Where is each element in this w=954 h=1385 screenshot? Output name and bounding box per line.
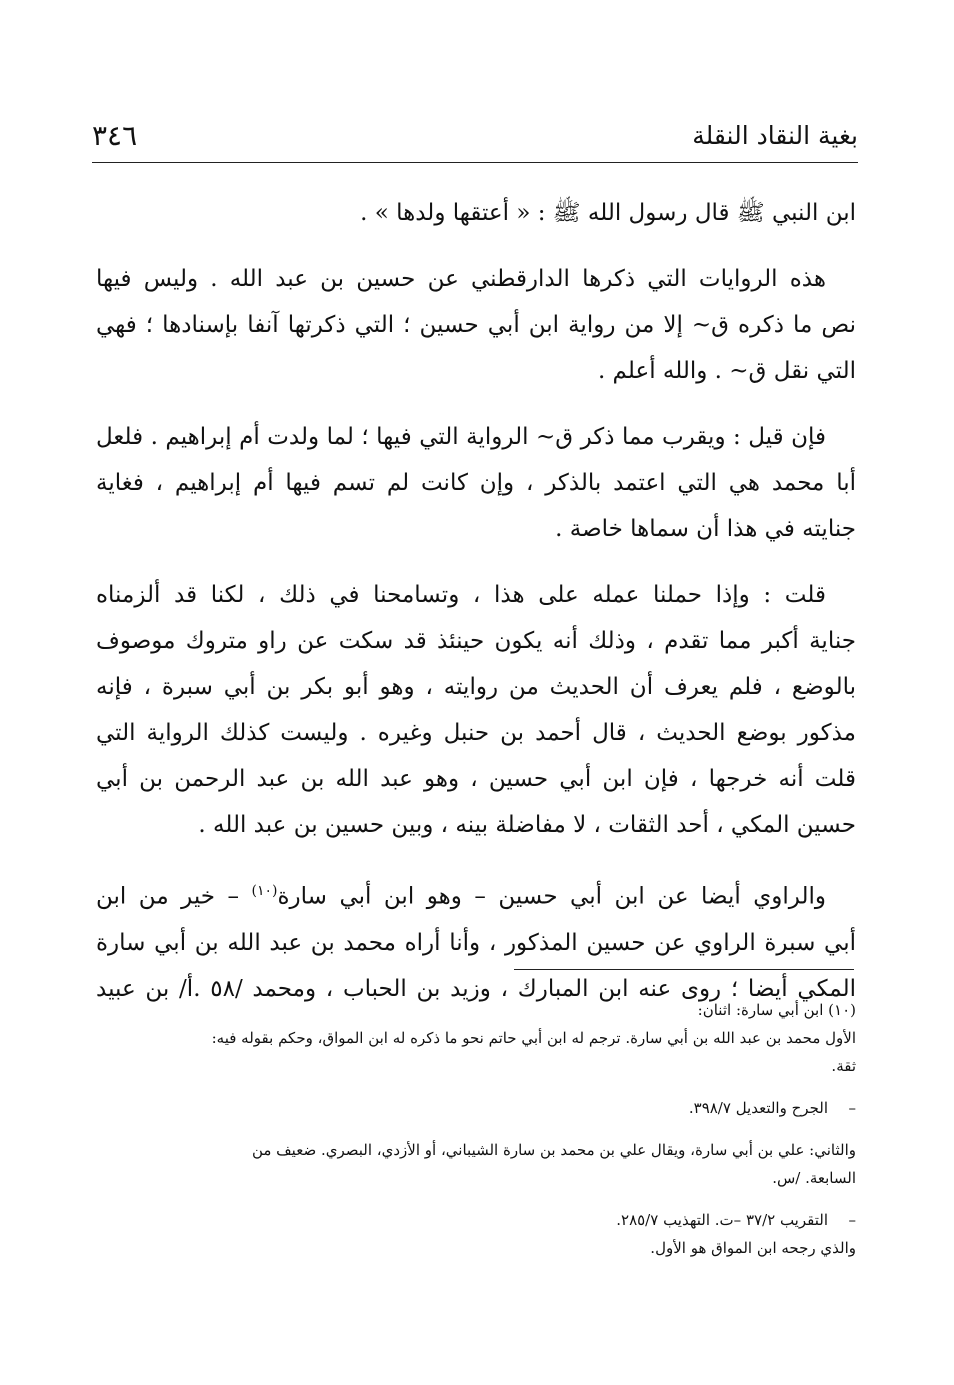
footnote-line: [96, 1094, 856, 1122]
text-line: المكي أيضا ؛ روى عنه ابن المبارك ، وزيد بن الحباب ، ومحمد /٥٨ .أ/ بن عبيد: [96, 975, 856, 1002]
text-line: [96, 868, 856, 920]
footnote-text: التقريب ٣٧/٢ –ت. التهذيب ٢٨٥/٧.: [616, 1211, 828, 1229]
paragraph: [96, 190, 856, 236]
footnotes: [96, 996, 856, 1262]
text-line: التي نقل ق~ . والله أعلم .: [597, 358, 856, 384]
text-line: قلت أنه خرجها ، فإن ابن أبي حسين ، وهو عبد الله بن عبد الرحمن بن أبي: [96, 766, 856, 792]
footnote-line: الأول محمد بن عبد الله بن أبي سارة. ترجم له ابن أبي حاتم نحو ما ذكره له ابن المواق، وحكم بقوله فيه:: [211, 1029, 856, 1047]
text-segment: والراوي أيضا عن ابن أبي حسين – وهو ابن أبي سارة: [277, 883, 826, 910]
text-line: ابن النبي ﷺ قال رسول الله ﷺ : « أعتقها ولدها » .: [360, 200, 856, 226]
text-line: بالوضع ، فلم يعرف أن الحديث من روايته ، وهو أبو بكر بن أبي سبرة ، فإنه: [96, 674, 856, 700]
list-dash: –: [848, 1099, 856, 1117]
running-title: بغية النقاد النقلة: [692, 120, 858, 150]
footnote-line: ثقة.: [831, 1057, 856, 1075]
text-line: جنايته في هذا أن سماها خاصة .: [555, 516, 856, 542]
footnote-text: الجرح والتعديل ٣٩٨/٧.: [688, 1099, 828, 1117]
paragraph: [96, 868, 856, 1012]
text-line: هذه الروايات التي ذكرها الدارقطني عن حسين بن عبد الله . وليس فيها: [96, 266, 826, 292]
footnote-marker[interactable]: (١٠): [251, 883, 278, 899]
text-segment: – خير من ابن: [96, 883, 252, 910]
text-line: نص ما ذكره ق~ إلا من رواية ابن أبي حسين ؛ التي ذكرتها آنفا بإسنادها ؛ فهي: [96, 312, 856, 338]
footnote-separator: [514, 969, 854, 970]
paragraph: [96, 414, 856, 552]
paragraph: [96, 256, 856, 394]
paragraph: [96, 572, 856, 848]
footnote-line: والثاني: علي بن أبي سارة، ويقال علي بن محمد بن سارة الشيباني، أو الأزدي، البصري. ضعيف من: [251, 1141, 856, 1159]
footnote-line: السابعة. /س.: [772, 1169, 856, 1187]
page-header: [92, 112, 858, 158]
text-line: جناية أكبر مما تقدم ، وذلك أنه يكون حينئذ قد سكت عن راو متروك موصوف: [96, 628, 856, 654]
page-number: ٣٤٦: [92, 118, 138, 152]
footnote-line: (١٠) ابن أبي سارة: اثنان:: [697, 1001, 856, 1019]
main-text: [96, 190, 856, 1032]
text-line: قلت : وإذا حملنا عمله على هذا ، وتسامحنا في ذلك ، لكنا قد ألزمناه: [96, 582, 826, 608]
text-line: حسين المكي ، أحد الثقات ، لا مفاضلة بينه ، وبين حسين بن عبد الله .: [198, 812, 856, 838]
text-line: فإن قيل : ويقرب مما ذكر ق~ الرواية التي فيها ؛ لما ولدت أم إبراهيم . فلعل: [96, 424, 826, 450]
text-line: مذكور بوضع الحديث ، قال أحمد بن حنبل وغيره . وليست كذلك الرواية التي: [96, 720, 856, 746]
footnote-line: [96, 1206, 856, 1234]
text-line: أبي سبرة الراوي عن حسين المذكور ، وأنا أراه محمد بن عبد الله بن أبي سارة: [96, 929, 856, 956]
footnote-line: والذي رجحه ابن المواق هو الأول.: [650, 1239, 856, 1257]
header-rule: [92, 162, 858, 163]
text-line: أبا محمد هي التي اعتمد بالذكر ، وإن كانت لم تسم فيها أم إبراهيم ، فغاية: [96, 470, 856, 496]
list-dash: –: [848, 1211, 856, 1229]
